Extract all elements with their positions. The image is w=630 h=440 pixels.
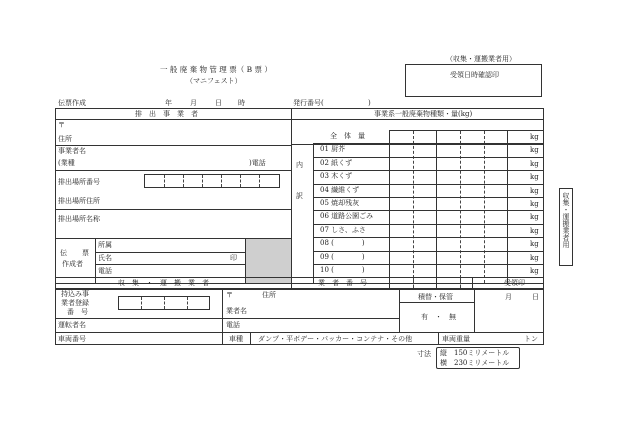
waste-unit-kg: kg bbox=[530, 200, 539, 208]
waste-unit-kg: kg bbox=[530, 146, 539, 154]
vehicle-type-label: 車種 bbox=[229, 335, 243, 343]
waste-item-label: 04 繊維くず bbox=[320, 186, 360, 194]
waste-item-amount[interactable] bbox=[390, 238, 507, 251]
site-address-label[interactable]: 排出場所住所 bbox=[58, 197, 100, 205]
size-note-vertical: 縦 150ミリメートル bbox=[440, 349, 510, 357]
carry-in-1: 持込み事 bbox=[61, 290, 89, 298]
discharger-postal-mark: 〒 bbox=[58, 121, 65, 129]
waste-item-label: 06 道路公園ごみ bbox=[320, 212, 374, 220]
receipt-day-label: 日 bbox=[532, 293, 539, 301]
breakdown-char-1: 内 bbox=[296, 161, 303, 169]
carry-in-3: 番 号 bbox=[67, 308, 88, 316]
receipt-month-label: 月 bbox=[505, 293, 512, 301]
collector-section-title: 収 集 ・ 運 搬 業 者 bbox=[118, 279, 209, 287]
waste-item-amount[interactable] bbox=[390, 225, 507, 237]
waste-unit-kg: kg bbox=[530, 133, 539, 141]
waste-unit-kg: kg bbox=[530, 227, 539, 235]
transship-yes-no[interactable]: 有 ・ 無 bbox=[421, 313, 456, 321]
size-note-label: 寸法 bbox=[417, 350, 431, 358]
discharger-phone-label[interactable]: )電話 bbox=[249, 159, 266, 167]
transship-label: 積替・保管 bbox=[418, 293, 453, 301]
transporter-address-label[interactable]: 住所 bbox=[262, 291, 276, 299]
side-tab-label: 収集・運搬業者用 bbox=[562, 192, 570, 248]
day-label: 日 bbox=[215, 99, 222, 107]
receipt-confirm-box bbox=[405, 64, 542, 97]
issued-by-label: 伝票作成 bbox=[58, 99, 86, 107]
waste-item-amount[interactable] bbox=[390, 198, 507, 210]
waste-unit-kg: kg bbox=[530, 160, 539, 168]
site-number-label: 排出場所番号 bbox=[58, 178, 100, 186]
waste-item-amount[interactable] bbox=[390, 144, 507, 157]
receipt-seal-label: 受領印 bbox=[504, 279, 525, 287]
vehicle-number-label[interactable]: 車両番号 bbox=[58, 335, 86, 343]
month-label: 月 bbox=[190, 99, 197, 107]
waste-item-amount[interactable] bbox=[390, 185, 507, 197]
waste-item-label: 05 焼却残灰 bbox=[320, 199, 360, 207]
waste-item-label: 02 紙くず bbox=[320, 159, 353, 167]
waste-unit-kg: kg bbox=[530, 213, 539, 221]
voucher-creator-1: 伝 bbox=[60, 249, 67, 257]
transporter-phone-label[interactable]: 電話 bbox=[226, 321, 240, 329]
form-subtitle: （マニフェスト） bbox=[186, 77, 242, 85]
vehicle-weight-label: 車両重量 bbox=[442, 335, 470, 343]
waste-item-label: 09 ( ) bbox=[320, 253, 365, 261]
waste-item-amount[interactable] bbox=[390, 252, 507, 264]
carry-in-2: 業者登録 bbox=[61, 299, 89, 307]
waste-item-label: 10 ( ) bbox=[320, 266, 365, 274]
waste-unit-kg: kg bbox=[530, 240, 539, 248]
license-label: 業 者 番 号 bbox=[318, 279, 367, 287]
waste-unit-kg: kg bbox=[530, 267, 539, 275]
hour-label: 時 bbox=[238, 99, 245, 107]
waste-unit-kg: kg bbox=[530, 173, 539, 181]
company-name-label[interactable]: 事業者名 bbox=[58, 147, 86, 155]
creator-phone-label[interactable]: 電話 bbox=[98, 267, 112, 275]
waste-section-title: 事業系一般廃棄物種類・量(kg) bbox=[374, 110, 473, 118]
waste-item-amount[interactable] bbox=[390, 265, 507, 277]
waste-item-label: 01 厨芥 bbox=[320, 145, 346, 153]
copy-label: （収集・運搬業者用） bbox=[446, 55, 516, 63]
vehicle-types[interactable]: ダンプ・平ボデー・パッカー・コンテナ・その他 bbox=[258, 335, 413, 343]
waste-item-amount[interactable] bbox=[390, 171, 507, 184]
issue-number-close: ) bbox=[368, 99, 371, 107]
transporter-postal-mark: 〒 bbox=[226, 291, 233, 299]
creator-name-label[interactable]: 氏名 bbox=[98, 254, 112, 262]
transporter-company-label[interactable]: 業者名 bbox=[226, 307, 247, 315]
waste-item-label: 08 ( ) bbox=[320, 239, 365, 247]
driver-name-label[interactable]: 運転者名 bbox=[58, 321, 86, 329]
waste-item-amount[interactable] bbox=[390, 158, 507, 170]
voucher-creator-2: 票 bbox=[82, 249, 89, 257]
voucher-creator-3: 作成者 bbox=[62, 260, 83, 268]
receipt-confirm-label: 受領日時確認印 bbox=[450, 71, 499, 79]
ton-unit: トン bbox=[524, 335, 538, 343]
industry-label[interactable]: (業種 bbox=[58, 159, 75, 167]
seal-mark: 印 bbox=[230, 254, 237, 262]
issue-number-label[interactable]: 発行番号( bbox=[293, 99, 324, 107]
affiliation-label[interactable]: 所属 bbox=[98, 241, 112, 249]
discharger-section-title: 排 出 事 業 者 bbox=[135, 110, 198, 118]
waste-item-label: 03 木くず bbox=[320, 172, 353, 180]
waste-item-label: 07 しさ、ふさ bbox=[320, 226, 366, 234]
form-title: 一 般 廃 棄 物 管 理 票（ B 票 ） bbox=[160, 65, 272, 74]
site-name-label[interactable]: 排出場所名称 bbox=[58, 215, 100, 223]
size-note-horizontal: 横 230ミリメートル bbox=[440, 359, 510, 367]
waste-item-amount[interactable] bbox=[390, 211, 507, 224]
breakdown-char-2: 訳 bbox=[296, 192, 303, 200]
waste-unit-kg: kg bbox=[530, 187, 539, 195]
year-label: 年 bbox=[165, 99, 172, 107]
waste-unit-kg: kg bbox=[530, 254, 539, 262]
waste-total-amount[interactable] bbox=[390, 131, 507, 143]
discharger-address-label[interactable]: 住所 bbox=[58, 135, 72, 143]
waste-total-label: 全 体 量 bbox=[330, 132, 365, 140]
